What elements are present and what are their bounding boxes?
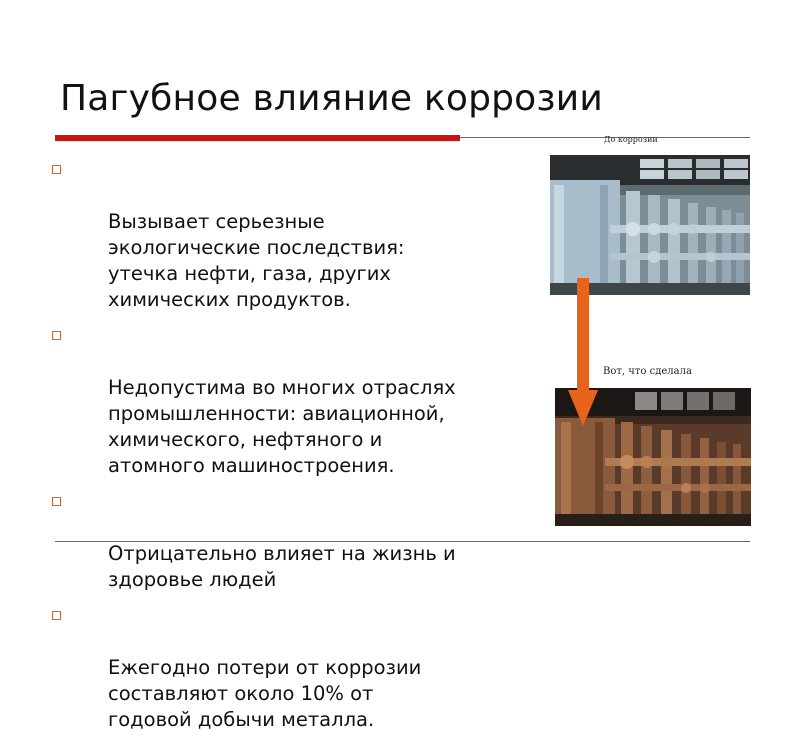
bullet-item (52, 157, 532, 313)
bottom-divider (55, 541, 750, 542)
slide-title: Пагубное влияние коррозии (60, 78, 603, 119)
bullet-text: Вызывает серьезные экологические последствия: утечка нефти, газа, других химических продуктов. (108, 210, 405, 311)
bullet-text: Недопустима во многих отраслях промышленности: авиационной, химического, нефтяного и атомного машиностроения. (108, 376, 456, 477)
title-underline-thick (55, 135, 460, 141)
down-arrow-icon (568, 278, 598, 426)
bullet-text: Ежегодно потери от коррозии составляют около 10% от годовой добычи металла. (108, 656, 422, 731)
after-photo-caption: Вот, что сделала (603, 366, 692, 377)
bullet-item (52, 603, 532, 733)
square-bullet-icon (52, 165, 61, 174)
bullet-item (52, 323, 532, 479)
square-bullet-icon (52, 611, 61, 620)
bullet-text: Отрицательно влияет на жизнь и здоровье людей (108, 542, 456, 591)
before-photo-caption: До коррозии (604, 135, 658, 144)
square-bullet-icon (52, 331, 61, 340)
square-bullet-icon (52, 497, 61, 506)
bullet-list (52, 157, 532, 743)
before-corrosion-photo (550, 155, 750, 295)
